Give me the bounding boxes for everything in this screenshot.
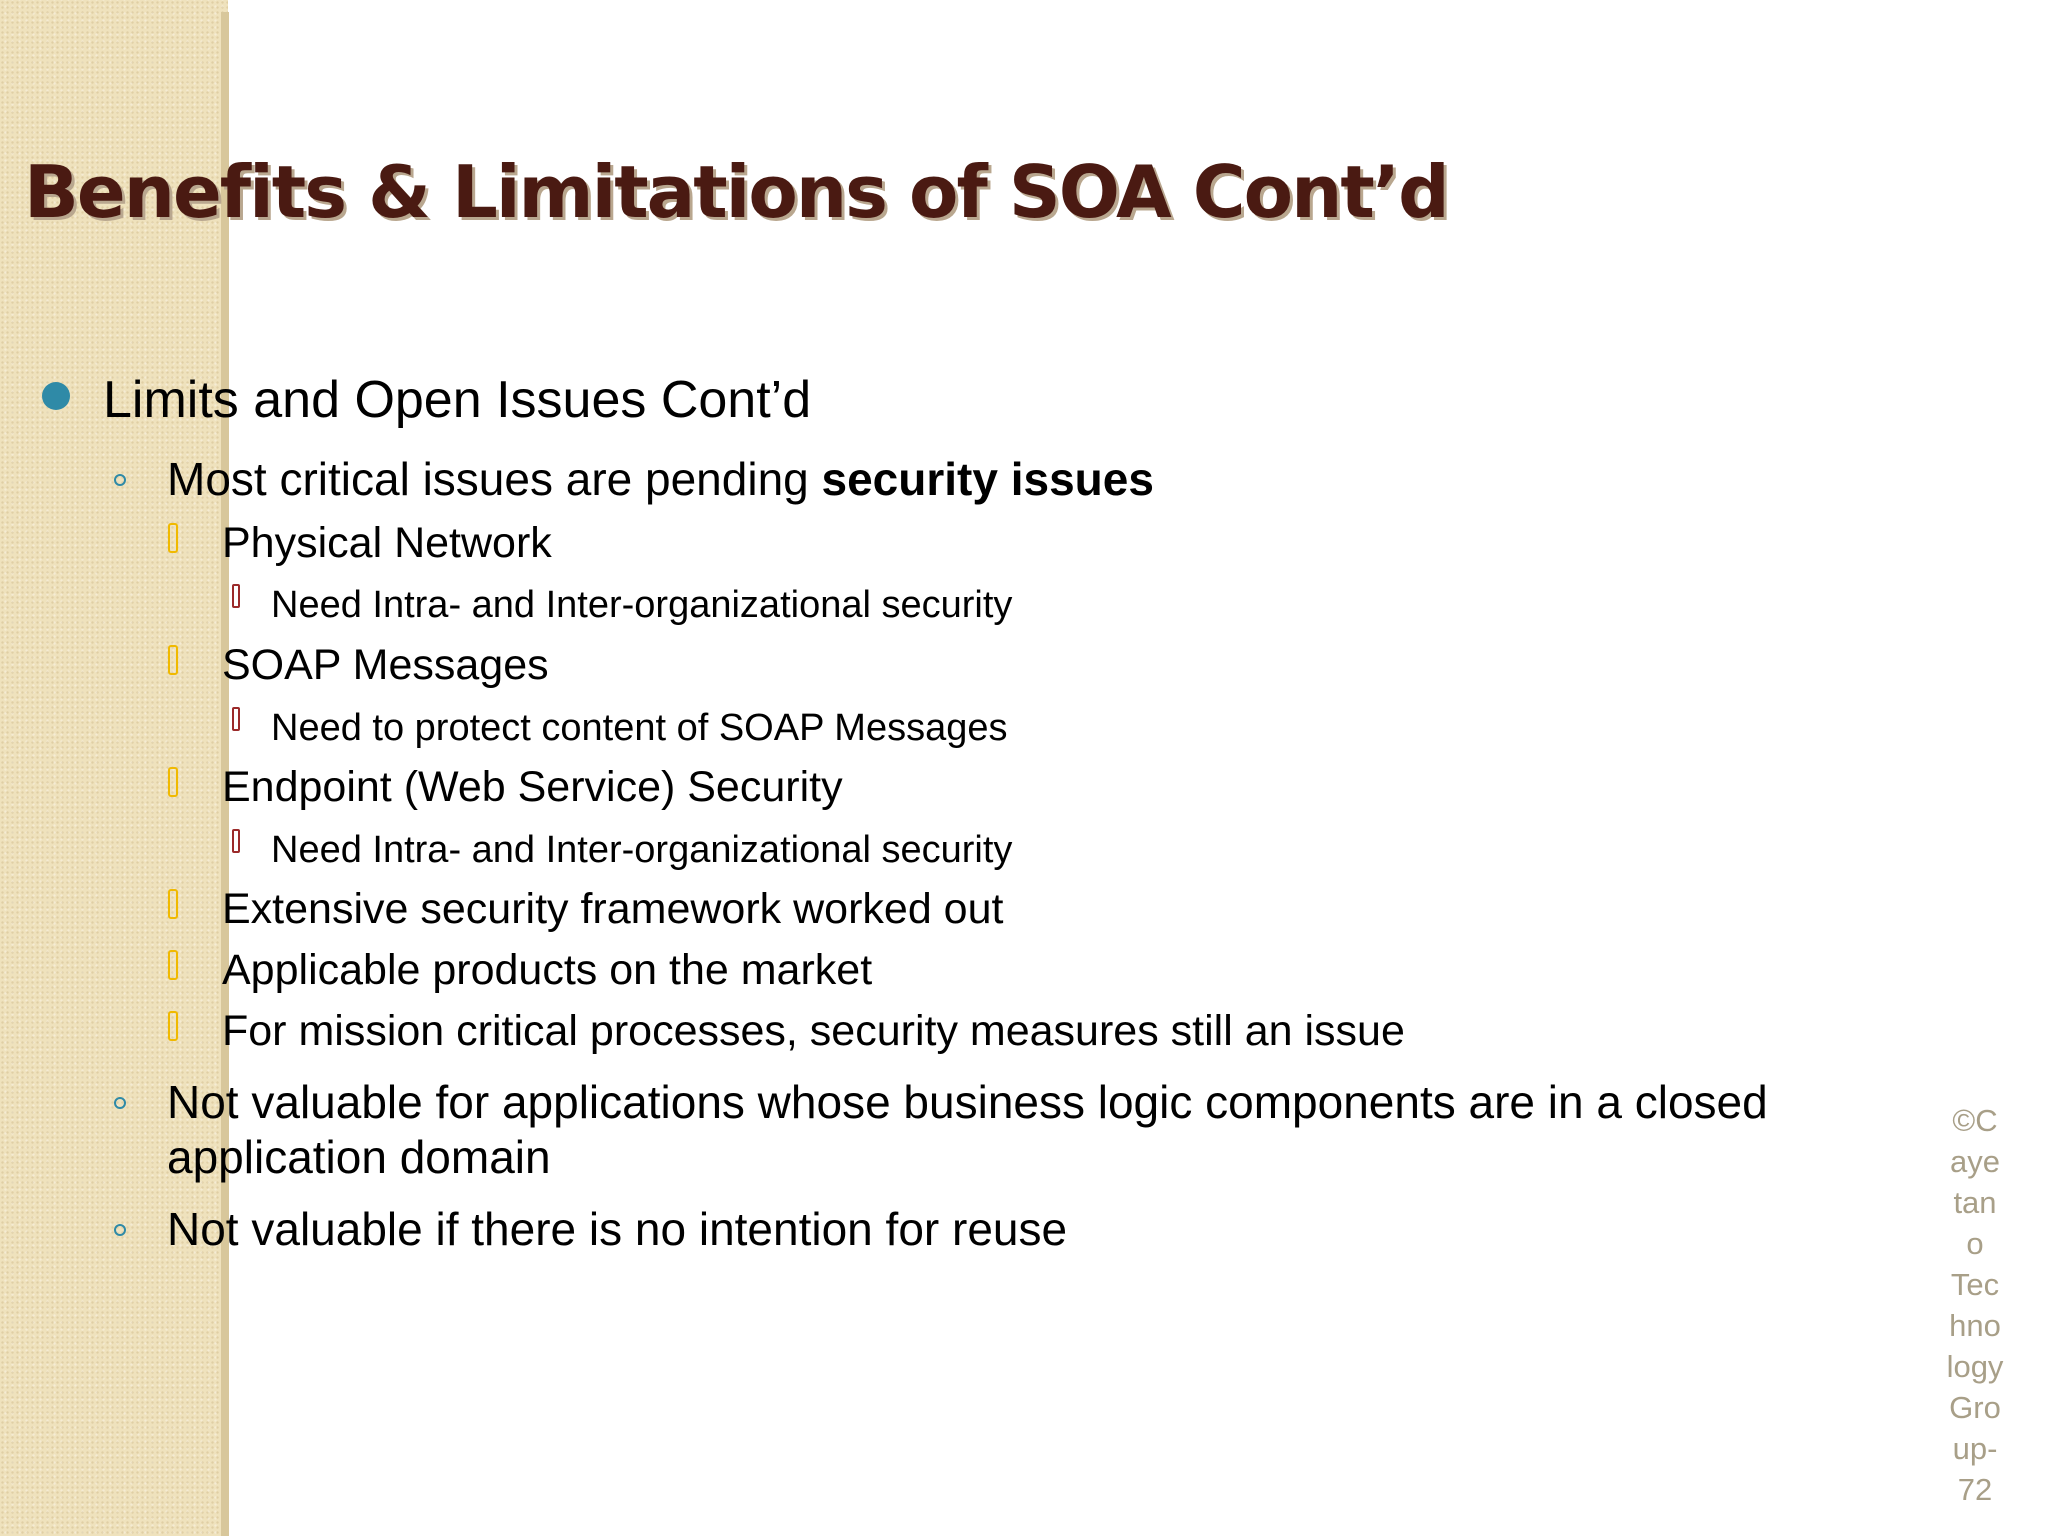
level3-item xyxy=(222,1007,1405,1056)
copyright-line: ©C xyxy=(1952,1103,1998,1138)
bar-bullet-icon xyxy=(168,950,178,980)
level4-text: Need Intra- and Inter-organizational security xyxy=(271,584,1013,626)
level3-text: Applicable products on the market xyxy=(222,946,873,994)
level4-text: Need to protect content of SOAP Messages xyxy=(271,707,1008,749)
bar-bullet-icon xyxy=(168,523,178,553)
level3-item xyxy=(222,885,1003,934)
level3-text: Endpoint (Web Service) Security xyxy=(222,763,843,811)
level3-item xyxy=(222,763,843,812)
small-bar-bullet-icon xyxy=(232,829,240,853)
copyright-line: o xyxy=(1966,1226,1984,1261)
level2-continuation-text: application domain xyxy=(167,1131,551,1183)
bar-bullet-icon xyxy=(168,767,178,797)
level2-item xyxy=(167,452,1154,506)
small-bar-bullet-icon xyxy=(232,707,240,731)
copyright-line: hno xyxy=(1949,1308,2001,1343)
level4-item xyxy=(271,707,1008,750)
ring-icon xyxy=(114,1097,126,1109)
filled-circle-icon xyxy=(42,382,70,410)
level1-text: Limits and Open Issues Cont’d xyxy=(103,371,812,429)
level2-text: Most critical issues are pending xyxy=(167,453,822,505)
level3-text: For mission critical processes, security measures still an issue xyxy=(222,1007,1405,1055)
level4-text: Need Intra- and Inter-organizational security xyxy=(271,829,1013,871)
bar-bullet-icon xyxy=(168,1011,178,1041)
level4-item xyxy=(271,829,1012,872)
level2-text: Not valuable for applications whose business logic components are in a closed xyxy=(167,1076,1768,1128)
ring-icon xyxy=(114,474,126,486)
level2-continuation xyxy=(167,1130,551,1184)
ring-icon xyxy=(114,1224,126,1236)
level3-text: Physical Network xyxy=(222,519,552,567)
slide-title: Benefits & Limitations of SOA Cont’d xyxy=(24,150,1448,234)
level3-text: SOAP Messages xyxy=(222,641,549,689)
bar-bullet-icon xyxy=(168,889,178,919)
level3-item xyxy=(222,519,552,568)
level3-item xyxy=(222,641,549,690)
level4-item xyxy=(271,584,1012,627)
copyright-line: Gro xyxy=(1949,1390,2001,1425)
copyright-line: tan xyxy=(1953,1185,1997,1220)
level2-item xyxy=(167,1075,1768,1129)
copyright-line: up- xyxy=(1952,1431,1998,1466)
bar-bullet-icon xyxy=(168,645,178,675)
copyright-vertical-text xyxy=(1935,1100,2015,1510)
level2-bold-text: security issues xyxy=(821,453,1154,505)
level2-item xyxy=(167,1202,1067,1256)
copyright-line: aye xyxy=(1950,1144,2000,1179)
level3-text: Extensive security framework worked out xyxy=(222,885,1004,933)
copyright-line: Tec xyxy=(1950,1267,2000,1302)
small-bar-bullet-icon xyxy=(232,584,240,608)
level1-item xyxy=(103,370,811,430)
copyright-line: logy xyxy=(1946,1349,2004,1384)
copyright-line: 72 xyxy=(1957,1472,1993,1507)
level2-text: Not valuable if there is no intention for reuse xyxy=(167,1203,1068,1255)
level3-item xyxy=(222,946,872,995)
